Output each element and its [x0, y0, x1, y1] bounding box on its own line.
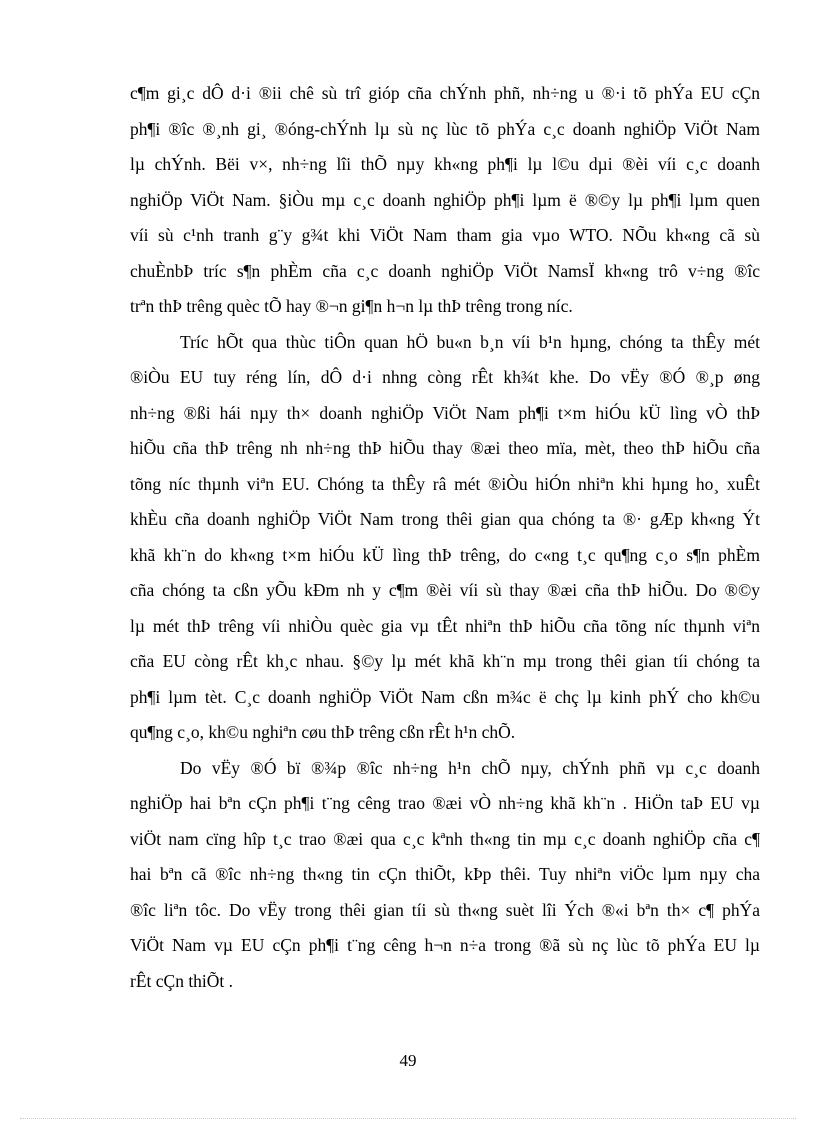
text-line: rÊt cÇn thiÕt . — [130, 970, 234, 991]
text-line: hiÕu cña thÞ trêng nh nh÷ng thÞ hiÕu thay ®æi theo mïa, mèt, theo thÞ hiÕu cña — [130, 438, 760, 458]
text-line: nh÷ng ®ßi hái nµy th× doanh nghiÖp ViÖt Nam ph¶i t×m hiÓu kÜ lìng vÒ thÞ — [130, 402, 760, 423]
paragraph-1 — [130, 76, 760, 325]
text-line: viÖt nam cïng hîp t¸c trao ®æi qua c¸c kªnh th«ng tin mµ c¸c doanh nghiÖp cña c¶ — [130, 828, 760, 849]
text-line: víi sù c¹nh tranh g¨y g¾t khi ViÖt Nam tham gia vµo WTO. NÕu kh«ng cã sù — [130, 225, 760, 245]
text-line: ph¶i lµm tèt. C¸c doanh nghiÖp ViÖt Nam cßn m¾c ë chç lµ kinh phÝ cho kh©u — [130, 686, 760, 707]
paragraph-3 — [130, 751, 760, 1000]
text-line: ®îc liªn tôc. Do vËy trong thêi gian tíi sù th«ng suèt lîi Ých ®«i bªn th× c¶ phÝa — [130, 899, 760, 920]
text-line: chuÈnbÞ tríc s¶n phÈm cña c¸c doanh nghiÖp ViÖt NamsÏ kh«ng trô v÷ng ®îc — [130, 260, 760, 281]
text-line: nghiÖp hai bªn cÇn ph¶i t¨ng cêng trao ®æi vÒ nh÷ng khã kh¨n . HiÖn taÞ EU vµ — [130, 793, 760, 813]
footer-divider — [20, 1118, 796, 1119]
text-line: Tríc hÕt qua thùc tiÔn quan hÖ bu«n b¸n víi b¹n hµng, chóng ta thÊy mét — [180, 331, 760, 352]
text-line: nghiÖp ViÖt Nam. §iÒu mµ c¸c doanh nghiÖp ph¶i lµm ë ®©y lµ ph¶i lµm quen — [130, 189, 760, 210]
paragraph-2 — [130, 325, 760, 751]
body-text — [130, 76, 760, 999]
text-line: cña EU còng rÊt kh¸c nhau. §©y lµ mét khã kh¨n mµ trong thêi gian tíi chóng ta — [130, 651, 760, 671]
text-line: tõng níc thµnh viªn EU. Chóng ta thÊy râ mét ®iÒu hiÓn nhiªn khi hµng ho¸ xuÊt — [130, 473, 760, 494]
text-line: khÈu cña doanh nghiÖp ViÖt Nam trong thêi gian qua chóng ta ®· gÆp kh«ng Ýt — [130, 509, 760, 529]
text-line: Do vËy ®Ó bï ®¾p ®îc nh÷ng h¹n chÕ nµy, chÝnh phñ vµ c¸c doanh — [180, 757, 760, 778]
text-line: c¶m gi¸c dÔ d·i ®ii chê sù trî gióp cña chÝnh phñ, nh÷ng u ®·i tõ phÝa EU cÇn — [130, 83, 760, 103]
text-line: ph¶i ®îc ®¸nh gi¸ ®óng-chÝnh lµ sù nç lùc tõ phÝa c¸c doanh nghiÖp ViÖt Nam — [130, 118, 760, 139]
text-line: hai bªn cã ®îc nh÷ng th«ng tin cÇn thiÕt, kÞp thêi. Tuy nhiªn viÖc lµm nµy cha — [130, 864, 760, 884]
text-line: cña chóng ta cßn yÕu kÐm nh y c¶m ®èi víi sù thay ®æi cña thÞ hiÕu. Do ®©y — [130, 580, 760, 600]
text-line: lµ mét thÞ trêng víi nhiÒu quèc gia vµ tÊt nhiªn thÞ hiÕu cña tõng níc thµnh viªn — [130, 615, 760, 636]
text-line: lµ chÝnh. Bëi v×, nh÷ng lîi thÕ nµy kh«ng ph¶i lµ l©u dµi ®èi víi c¸c doanh — [130, 154, 760, 174]
text-line: qu¶ng c¸o, kh©u nghiªn cøu thÞ trêng cßn rÊt h¹n chÕ. — [130, 722, 516, 742]
text-line: trªn thÞ trêng quèc tÕ hay ®¬n gi¶n h¬n lµ thÞ trêng trong níc. — [130, 296, 573, 316]
text-line: ViÖt Nam vµ EU cÇn ph¶i t¨ng cêng h¬n n÷a trong ®ã sù nç lùc tõ phÝa EU lµ — [130, 935, 760, 955]
text-line: ®iÒu EU tuy réng lín, dÔ d·i nhng còng rÊt kh¾t khe. Do vËy ®Ó ®¸p øng — [130, 367, 760, 387]
text-line: khã kh¨n do kh«ng t×m hiÓu kÜ lìng thÞ trêng, do c«ng t¸c qu¶ng c¸o s¶n phÈm — [130, 544, 760, 565]
page-number: 49 — [399, 1051, 417, 1070]
